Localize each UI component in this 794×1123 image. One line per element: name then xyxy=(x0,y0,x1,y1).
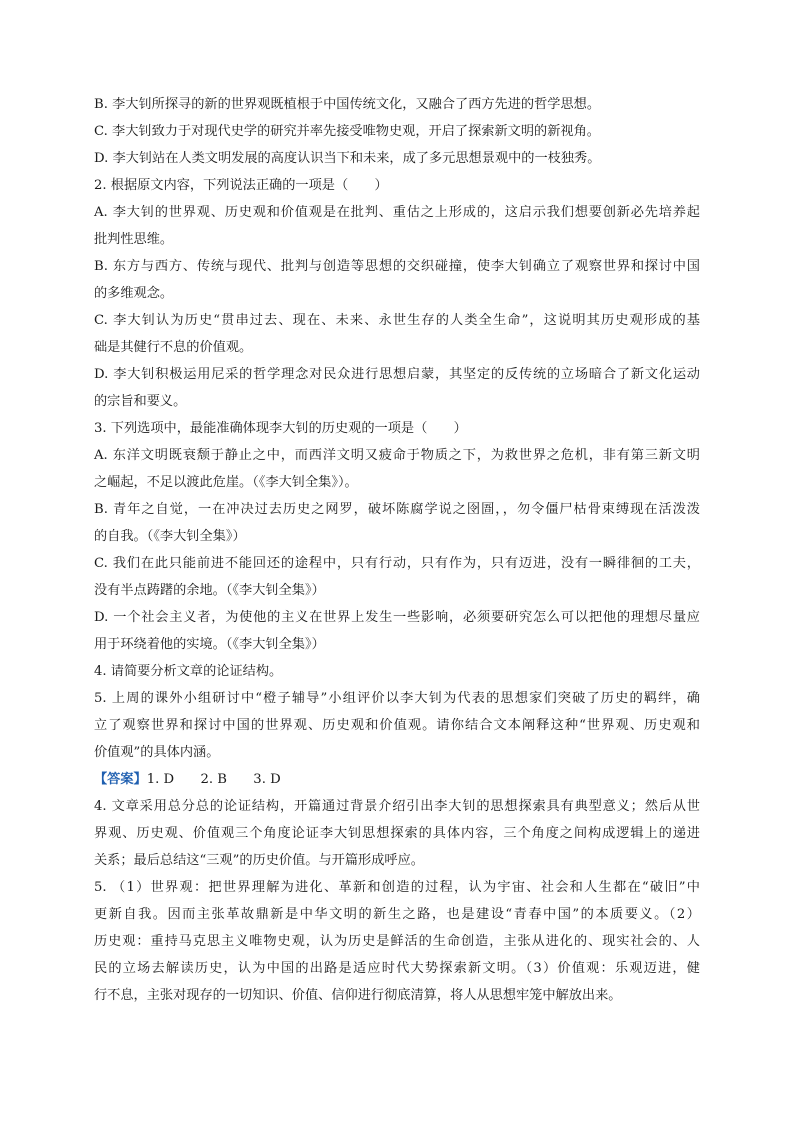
q2-option-c-line1: C. 李大钊认为历史“贯串过去、现在、未来、永世生存的人类全生命”，这说明其历史观形成的基 xyxy=(94,313,700,328)
q3-option-b-line1: B. 青年之自觉，一在冲决过去历史之网罗，破坏陈腐学说之囹圄，，勿令僵尸枯骨束缚现在活泼泼 xyxy=(94,502,700,517)
question-5-stem-line1: 5. 上周的课外小组研讨中“橙子辅导”小组评价以李大钊为代表的思想家们突破了历史的羁绊，确 xyxy=(94,691,700,706)
question-5-stem-line3: 价值观”的具体内涵。 xyxy=(94,745,220,760)
answer-5-line2: 更新自我。因而主张革故鼎新是中华文明的新生之路，也是建设“青春中国”的本质要义。（2） xyxy=(94,907,700,922)
answer-5-line1: 5. （1）世界观：把世界理解为进化、革新和创造的过程，认为宇宙、社会和人生都在“破旧”中 xyxy=(94,880,700,895)
q2-option-b-line2: 的多维观念。 xyxy=(94,286,174,301)
answer-5-line5: 行不息，主张对现存的一切知识、价值、信仰进行彻底清算，将人从思想牢笼中解放出来。 xyxy=(94,988,622,1003)
answer-tag: 【答案】 xyxy=(94,772,147,787)
q1-option-c: C. 李大钊致力于对现代史学的研究并率先接受唯物史观，开启了探索新文明的新视角。 xyxy=(94,124,600,139)
q2-option-b-line1: B. 东方与西方、传统与现代、批判与创造等思想的交织碰撞，使李大钊确立了观察世界和探讨中国 xyxy=(94,259,700,274)
question-3-stem: 3. 下列选项中，最能准确体现李大钊的历史观的一项是（ ） xyxy=(94,421,467,436)
answer-4-line1: 4. 文章采用总分总的论证结构，开篇通过背景介绍引出李大钊的思想探索具有典型意义；然后从世 xyxy=(94,799,700,814)
question-4-stem: 4. 请简要分析文章的论证结构。 xyxy=(94,664,283,679)
answer-5-line4: 民的立场去解读历史，认为中国的出路是适应时代大势探索新文明。（3）价值观：乐观迈进，健 xyxy=(94,961,700,976)
answer-4-line3: 关系；最后总结这“三观”的历史价值。与开篇形成呼应。 xyxy=(94,853,424,868)
q3-option-b-line2: 的自我。（《李大钊全集》） xyxy=(94,529,246,544)
q3-option-a-line2: 之崛起，不足以渡此危崖。（《李大钊全集》）。 xyxy=(94,475,358,490)
q2-option-a-line2: 批判性思维。 xyxy=(94,232,174,247)
q3-option-c-line1: C. 我们在此只能前进不能回还的途程中，只有行动，只有作为，只有迈进，没有一瞬徘徊的工夫， xyxy=(94,556,700,571)
q2-option-a-line1: A. 李大钊的世界观、历史观和价值观是在批判、重估之上形成的，这启示我们想要创新必先培养起 xyxy=(94,205,700,220)
answer-values: 1. D 2. B 3. D xyxy=(146,772,281,787)
q1-option-b: B. 李大钊所探寻的新的世界观既植根于中国传统文化，又融合了西方先进的哲学思想。 xyxy=(94,97,601,112)
q3-option-c-line2: 没有半点踌躇的余地。（《李大钊全集》） xyxy=(94,583,325,598)
q3-option-a-line1: A. 东洋文明既衰颓于静止之中，而西洋文明又疲命于物质之下，为救世界之危机，非有第三新文明 xyxy=(94,448,700,463)
q2-option-d-line1: D. 李大钊积极运用尼采的哲学理念对民众进行思想启蒙，其坚定的反传统的立场暗合了新文化运动 xyxy=(94,367,700,382)
q2-option-c-line2: 础是其健行不息的价值观。 xyxy=(94,340,253,355)
q3-option-d-line1: D. 一个社会主义者，为使他的主义在世界上发生一些影响，必须要研究怎么可以把他的理想尽量应 xyxy=(94,610,700,625)
document-page xyxy=(94,91,700,1009)
answer-4-line2: 界观、历史观、价值观三个角度论证李大钊思想探索的具体内容，三个角度之间构成逻辑上的递进 xyxy=(94,826,700,841)
q2-option-d-line2: 的宗旨和要义。 xyxy=(94,394,187,409)
question-2-stem: 2. 根据原文内容，下列说法正确的一项是（ ） xyxy=(94,178,388,193)
answer-5-line3: 历史观：重持马克思主义唯物史观，认为历史是鲜活的生命创造，主张从进化的、现实社会的、人 xyxy=(94,934,700,949)
question-5-stem-line2: 立了观察世界和探讨中国的世界观、历史观和价值观。请你结合文本阐释这种“世界观、历史观和 xyxy=(94,718,700,733)
q1-option-d: D. 李大钊站在人类文明发展的高度认识当下和未来，成了多元思想景观中的一枝独秀。 xyxy=(94,151,601,166)
q3-option-d-line2: 用于环绕着他的实境。（《李大钊全集》） xyxy=(94,637,325,652)
answer-line xyxy=(94,766,700,793)
